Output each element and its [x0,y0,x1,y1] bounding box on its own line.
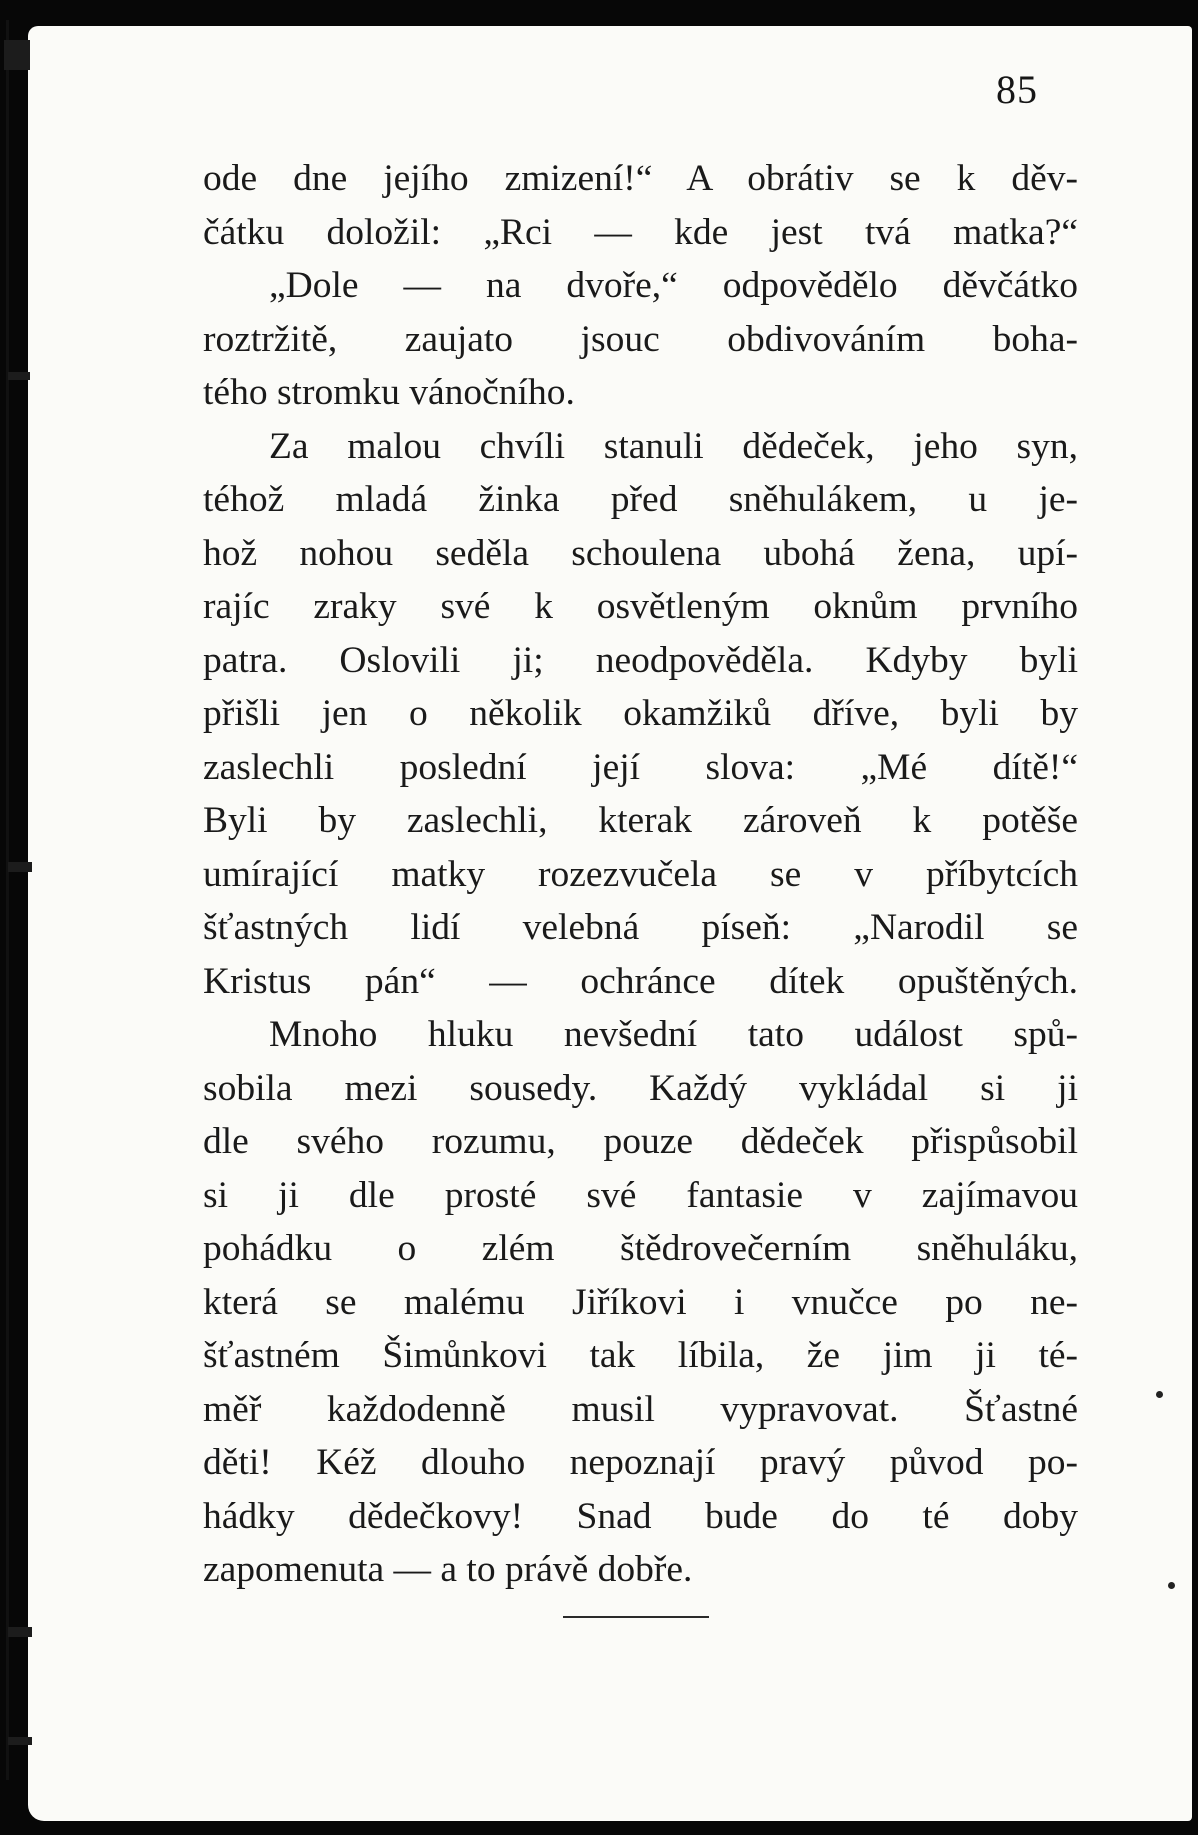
binding-mark [8,862,32,872]
binding-mark [8,1737,32,1745]
text-line: sobila mezi sousedy. Každý vykládal si ji [203,1067,1078,1109]
text-line: umírající matky rozezvučela se v příbytcích [203,853,1078,895]
text-line: čátku doložil: „Rci — kde jest tvá matka?“ [203,211,1078,253]
book-page [28,26,1192,1821]
text-line: hádky dědečkovy! Snad bude do té doby [203,1495,1078,1537]
text-line: přišli jen o několik okamžiků dříve, byli by [203,693,1078,734]
text-line: šťastných lidí velebná píseň: „Narodil se [203,907,1078,948]
text-line: hož nohou seděla schoulena ubohá žena, upí- [203,532,1078,574]
scan-speck [1168,1582,1175,1589]
text-line: pohádku o zlém štědrovečerním sněhuláku, [203,1228,1078,1269]
text-line: rajíc zraky své k osvětleným oknům prvního [203,586,1078,627]
text-line: děti! Kéž dlouho nepoznají pravý původ po- [203,1442,1078,1483]
binding-mark [8,372,30,380]
text-line: měř každodenně musil vypravovat. Šťastné [203,1388,1078,1430]
text-line: která se malému Jiříkovi i vnučce po ne- [203,1281,1078,1323]
scan-speck [1156,1391,1163,1398]
text-line: „Dole — na dvoře,“ odpovědělo děvčátko [269,265,1078,306]
text-line: téhož mladá žinka před sněhulákem, u je- [203,479,1078,520]
text-line: tého stromku vánočního. [203,372,575,413]
text-line: Byli by zaslechli, kterak zároveň k potěše [203,800,1078,841]
text-line: šťastném Šimůnkovi tak líbila, že jim ji té- [203,1335,1078,1376]
text-line: patra. Oslovili ji; neodpověděla. Kdyby byli [203,639,1078,681]
text-line: si ji dle prosté své fantasie v zajímavou [203,1174,1078,1216]
page-number: 85 [996,67,1038,112]
binding-mark [4,40,30,70]
text-line: Kristus pán“ — ochránce dítek opuštěných. [203,960,1078,1002]
text-line: Mnoho hluku nevšední tato událost spů- [269,1014,1078,1055]
binding-mark [8,1627,32,1637]
section-separator [563,1616,709,1618]
text-line: dle svého rozumu, pouze dědeček přispůsobil [203,1121,1078,1162]
text-line: Za malou chvíli stanuli dědeček, jeho syn, [269,425,1078,467]
page-edge-shadow [6,20,9,1780]
text-line: roztržitě, zaujato jsouc obdivováním boha- [203,318,1078,360]
text-line: ode dne jejího zmizení!“ A obrátiv se k děv- [203,158,1078,199]
text-line: zaslechli poslední její slova: „Mé dítě!“ [203,746,1078,788]
body-text [203,152,1078,1597]
text-line: zapomenuta — a to právě dobře. [203,1549,693,1590]
